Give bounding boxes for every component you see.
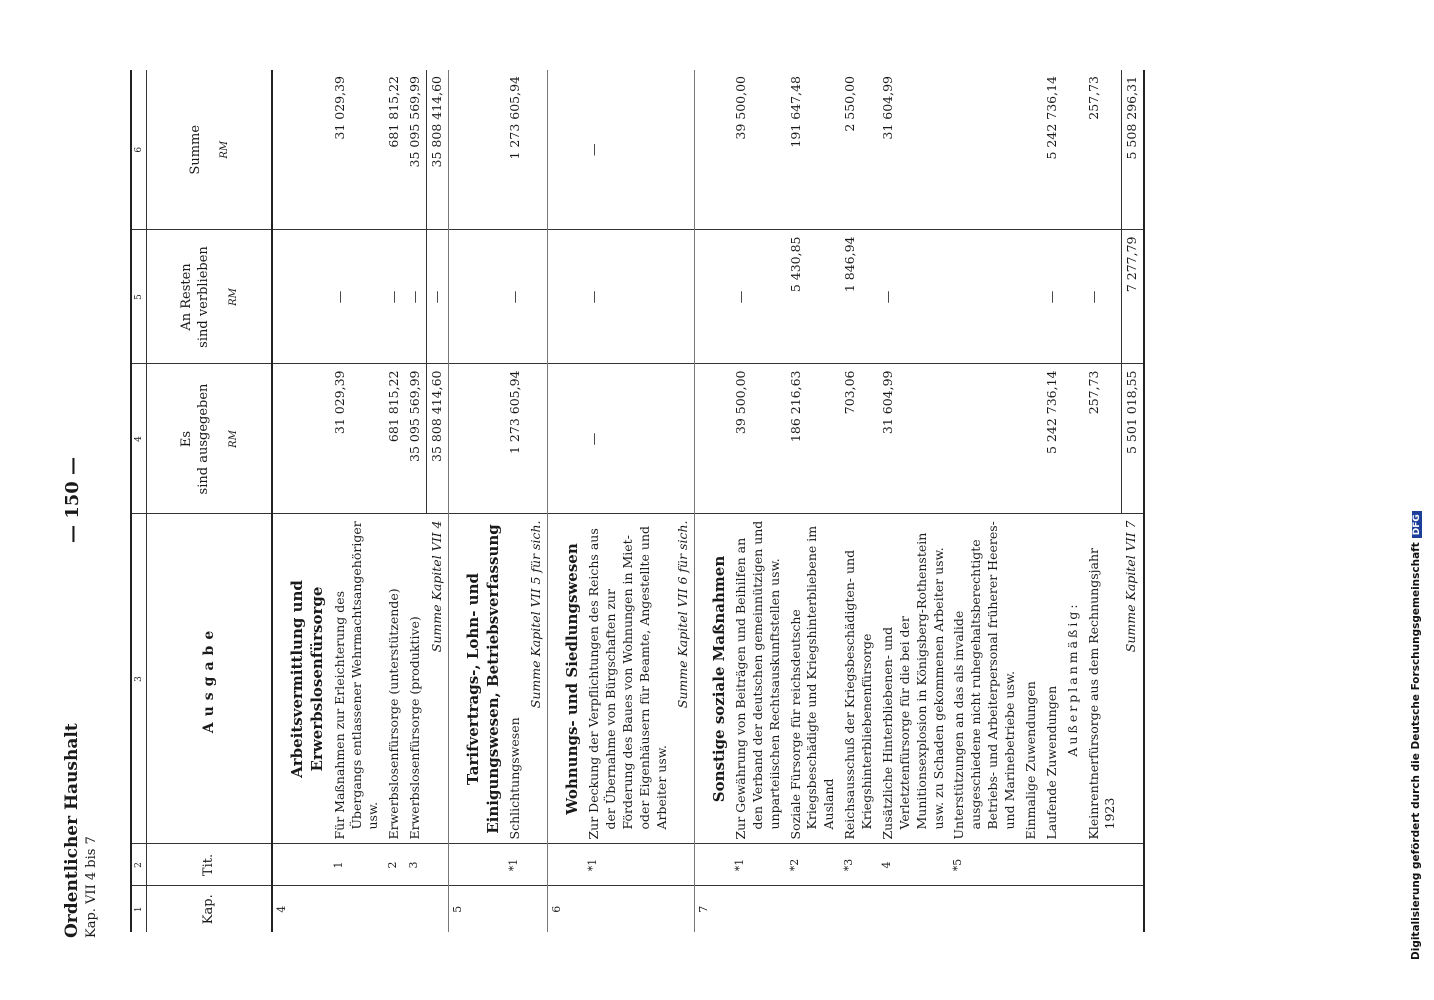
table-row — [786, 70, 841, 932]
section-title: Tarifvertrags-, Lohn- und Einigungswesen, Betriebsverfassung — [448, 514, 505, 844]
section-title: Wohnungs- und Siedlungswesen — [548, 514, 585, 844]
kap-number: 6 — [550, 905, 564, 913]
sum-total: 35 808 414,60 — [427, 70, 449, 230]
rest-value: — — [330, 230, 385, 364]
spent-value: 257,73 — [1084, 364, 1122, 514]
rest-value: 1 846,94 — [840, 230, 878, 364]
item-text: Laufende Zuwendungen — [1042, 514, 1063, 844]
kap-number: 7 — [696, 905, 710, 913]
section-total-row — [1121, 70, 1143, 932]
header-spent-l1: Es — [178, 430, 194, 448]
table-row — [330, 70, 385, 932]
column-number: 2 — [131, 844, 147, 886]
sum-value: 257,73 — [1084, 70, 1122, 230]
column-number: 4 — [131, 364, 147, 514]
item-text: Unterstützungen an das als invalide ausgeschiedene nicht ruhegehaltsberechtigte Betriebs- und Arbeiterpersonal früherer Heeres- und Marinebetriebe usw. — [949, 514, 1021, 844]
table-row — [505, 70, 526, 932]
budget-title: Ordentlicher Haushalt — [62, 723, 82, 938]
rest-value: 5 430,85 — [786, 230, 841, 364]
unit-label: RM — [227, 430, 239, 448]
spent-value: — — [584, 364, 672, 514]
tit-number: *1 — [584, 844, 672, 886]
header-spent-l2: sind ausgegeben — [196, 383, 212, 495]
header-rest-l2: sind verblieben — [196, 246, 212, 348]
table-row — [1042, 70, 1063, 932]
spent-value: 31 029,39 — [330, 364, 385, 514]
item-text: Erwerbslosenfürsorge (produktive) — [405, 514, 426, 844]
unit-label: RM — [219, 140, 231, 159]
header-kap: Kap. — [147, 886, 273, 932]
sum-value: 5 242 736,14 — [1042, 70, 1063, 230]
page-number: — 150 — — [62, 456, 83, 544]
item-text: Kleinrentnerfürsorge aus dem Rechnungsjahr 1923 — [1084, 514, 1122, 844]
budget-table — [130, 70, 1145, 932]
extra-budget-heading: Außerplanmäßig: — [1063, 514, 1084, 844]
item-text: Soziale Fürsorge für reichsdeutsche Kriegsbeschädigte und Kriegshinterbliebene im Ausland — [786, 514, 841, 844]
table-row — [840, 70, 878, 932]
item-text: Zur Deckung der Verpflichtungen des Reichs aus der Übernahme von Bürgschaften zur Förderung des Baues von Wohnungen in Miet- oder Eigenhäusern für Beamte, Angestellte und Arbeiter usw. — [584, 514, 672, 844]
spent-value: 703,06 — [840, 364, 878, 514]
item-text: Für Maßnahmen zur Erleichterung des Übergangs entlassener Wehrmachtsangehöriger usw. — [330, 514, 385, 844]
section-total-label: Summe Kapitel VII 4 — [427, 514, 449, 844]
sum-value: 2 550,00 — [840, 70, 878, 230]
rest-value: — — [505, 230, 526, 364]
item-text: Schlichtungswesen — [505, 514, 526, 844]
tit-number: 4 — [878, 844, 950, 886]
table-row — [584, 70, 672, 932]
spent-value: 186 216,63 — [786, 364, 841, 514]
tit-number: 2 — [384, 844, 405, 886]
sum-value: 31 604,99 — [878, 70, 950, 230]
column-number: 1 — [131, 886, 147, 932]
kap-number: 5 — [450, 905, 464, 913]
section-total-label: Summe Kapitel VII 5 für sich. — [526, 514, 547, 844]
table-row — [405, 70, 426, 932]
rest-value: — — [731, 230, 786, 364]
spent-total: 5 501 018,55 — [1121, 364, 1143, 514]
table-row — [731, 70, 786, 932]
column-number: 5 — [131, 230, 147, 364]
sum-total: 5 508 296,31 — [1121, 70, 1143, 230]
table-row — [878, 70, 950, 932]
rest-value: — — [878, 230, 950, 364]
tit-number: 3 — [405, 844, 426, 886]
column-number-row — [131, 70, 147, 932]
item-text: Reichsausschuß der Kriegsbeschädigten- und Kriegshinterbliebenenfürsorge — [840, 514, 878, 844]
rest-value: — — [1084, 230, 1122, 364]
kap-number: 4 — [275, 905, 289, 913]
section-total-row — [427, 70, 449, 932]
table-row — [949, 70, 1021, 932]
header-tit: Tit. — [147, 844, 273, 886]
section-total-label: Summe Kapitel VII 6 für sich. — [673, 514, 694, 844]
sum-value: 1 273 605,94 — [505, 70, 526, 230]
sum-value: 31 029,39 — [330, 70, 385, 230]
tit-number: *1 — [731, 844, 786, 886]
table-row — [1021, 70, 1042, 932]
item-text: Erwerbslosenfürsorge (unterstützende) — [384, 514, 405, 844]
sum-value: 681 815,22 — [384, 70, 405, 230]
page-header — [62, 723, 99, 938]
column-number: 3 — [131, 514, 147, 844]
header-rest-l1: An Resten — [178, 263, 194, 331]
header-ausgabe: Ausgabe — [147, 514, 273, 844]
subheading-row — [1063, 70, 1084, 932]
unit-label: RM — [227, 288, 239, 306]
table-row — [1084, 70, 1122, 932]
spent-value: 681 815,22 — [384, 364, 405, 514]
sum-value: 191 647,48 — [786, 70, 841, 230]
rest-value: — — [384, 230, 405, 364]
spent-value: 1 273 605,94 — [505, 364, 526, 514]
column-header-row — [147, 70, 273, 932]
sum-value: 39 500,00 — [731, 70, 786, 230]
tit-number: *2 — [786, 844, 841, 886]
tit-number: *1 — [505, 844, 526, 886]
rest-total: — — [427, 230, 449, 364]
section-header-row — [272, 70, 330, 932]
rest-total: 7 277,79 — [1121, 230, 1143, 364]
tit-number: 1 — [330, 844, 385, 886]
credit-text: Digitalisierung gefördert durch die Deutsche Forschungsgemeinschaft — [1410, 542, 1422, 960]
header-rest — [147, 230, 273, 364]
section-title: Sonstige soziale Maßnahmen — [694, 514, 731, 844]
item-text: Zusätzliche Hinterbliebenen- und Verletztenfürsorge für die bei der Munitionsexplosion in Königsberg-Rothenstein usw. zu Schaden gekommenen Arbeiter usw. — [878, 514, 950, 844]
rest-value: — — [1042, 230, 1063, 364]
header-spent — [147, 364, 273, 514]
spent-value: 39 500,00 — [731, 364, 786, 514]
section-total-row — [526, 70, 547, 932]
section-header-row — [548, 70, 585, 932]
header-summe-label: Summe — [187, 124, 203, 175]
table-row — [384, 70, 405, 932]
header-summe — [147, 70, 273, 230]
section-header-row — [694, 70, 731, 932]
section-header-row — [448, 70, 505, 932]
section-total-label: Summe Kapitel VII 7 — [1121, 514, 1143, 844]
section-total-row — [673, 70, 694, 932]
tit-number: *3 — [840, 844, 878, 886]
chapter-range: Kap. VII 4 bis 7 — [84, 836, 99, 938]
column-number: 6 — [131, 70, 147, 230]
tit-number: *5 — [949, 844, 1021, 886]
spent-value: 31 604,99 — [878, 364, 950, 514]
section-title: Arbeitsvermittlung und Erwerbslosenfürsorge — [272, 514, 330, 844]
item-text: Zur Gewährung von Beiträgen und Beihilfen an den Verband der deutschen gemeinnützigen und unparteiischen Rechtsauskunftstellen usw. — [731, 514, 786, 844]
spent-value: 35 095 569,99 — [405, 364, 426, 514]
rest-value: — — [584, 230, 672, 364]
digitization-credit — [1410, 511, 1422, 960]
spent-value: 5 242 736,14 — [1042, 364, 1063, 514]
dfg-logo: DFG — [1412, 511, 1422, 538]
spent-total: 35 808 414,60 — [427, 364, 449, 514]
sum-value: 35 095 569,99 — [405, 70, 426, 230]
rest-value: — — [405, 230, 426, 364]
item-text: Einmalige Zuwendungen — [1021, 514, 1042, 844]
sum-value: — — [584, 70, 672, 230]
